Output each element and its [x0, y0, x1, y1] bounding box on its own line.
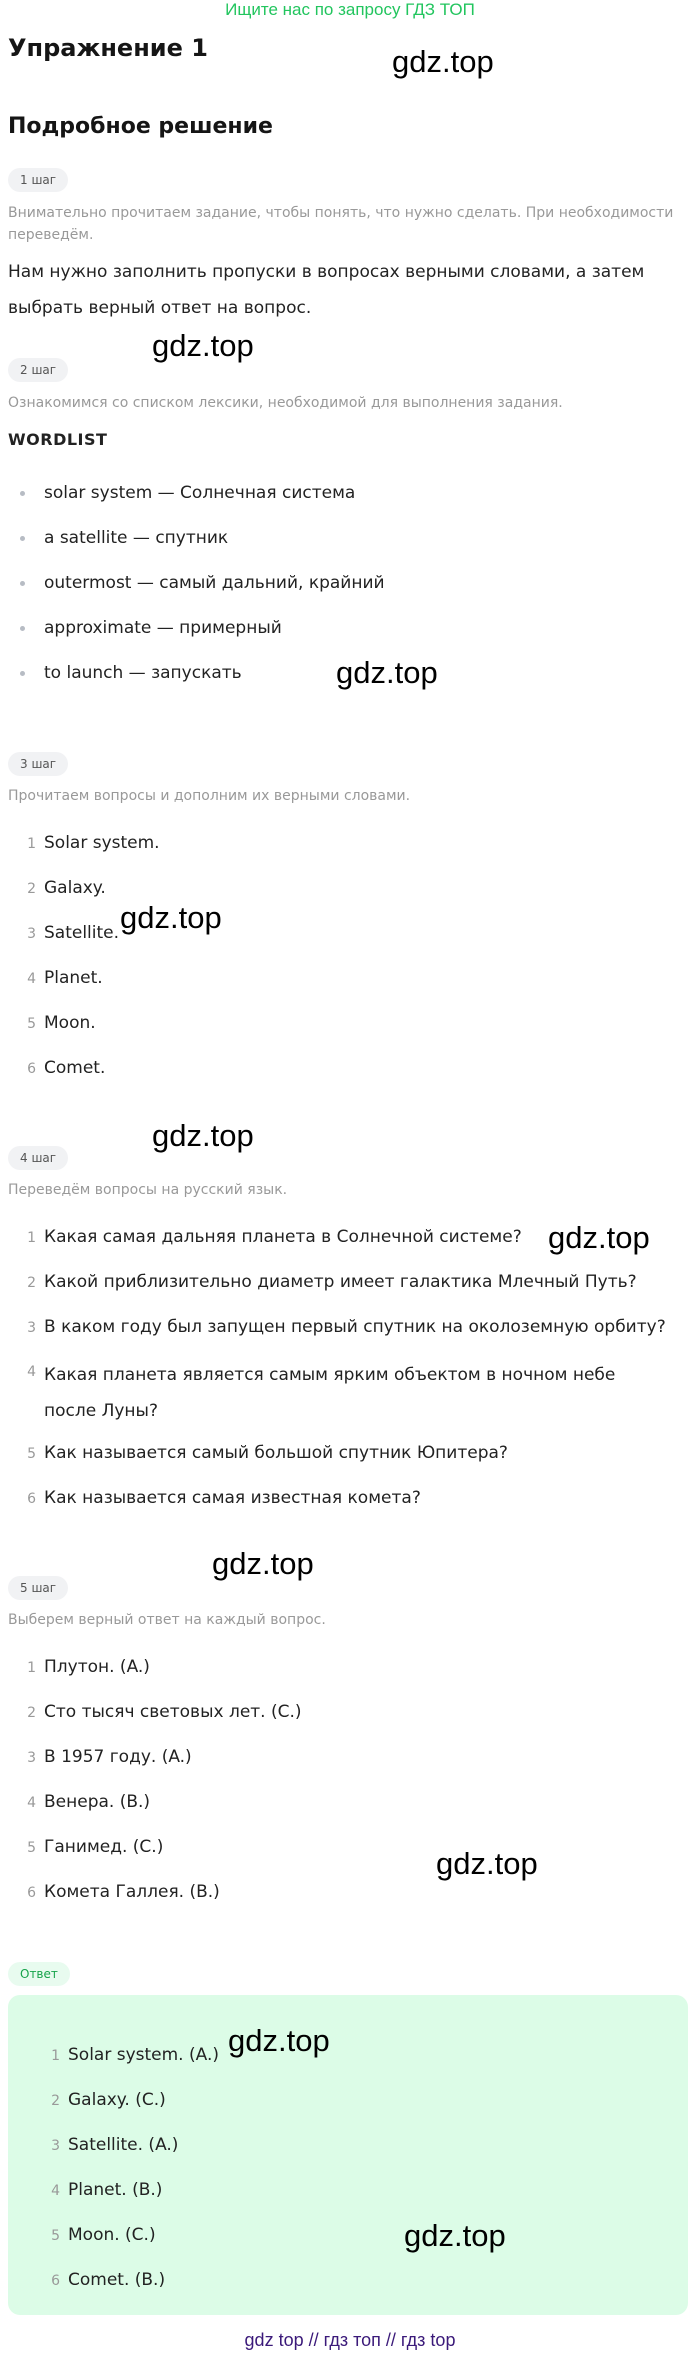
step-note: Внимательно прочитаем задание, чтобы понять, что нужно сделать. При необходимости переведём. — [8, 205, 674, 243]
list-item: 2 Сто тысяч световых лет. (C.) — [27, 1702, 302, 1722]
step-badge: 1 шаг — [8, 168, 68, 192]
list-item: solar system — Солнечная система — [20, 478, 355, 508]
list-item: approximate — примерный — [20, 613, 282, 643]
watermark: gdz.top — [336, 655, 438, 690]
list-item: 1 Solar system. — [27, 833, 160, 853]
watermark: gdz.top — [152, 1118, 254, 1153]
watermark: gdz.top — [212, 1546, 314, 1581]
step-badge: 4 шаг — [8, 1146, 68, 1170]
list-item: 4 Planet. — [27, 968, 103, 988]
list-item: to launch — запускать — [20, 658, 242, 688]
step-note: Переведём вопросы на русский язык. — [8, 1182, 288, 1198]
watermark: gdz.top — [404, 2218, 506, 2253]
list-item: 4 Planet. (B.) — [51, 2180, 163, 2200]
watermark: gdz.top — [392, 44, 494, 79]
list-item: 5 Как называется самый большой спутник Юпитера? — [27, 1443, 508, 1463]
list-item: 2 Galaxy. — [27, 878, 106, 898]
list-item: 5 Moon. — [27, 1013, 96, 1033]
section-title: Подробное решение — [8, 114, 273, 139]
watermark: gdz.top — [120, 900, 222, 935]
list-item: 3 В каком году был запущен первый спутник на околоземную орбиту? — [27, 1317, 666, 1337]
watermark: gdz.top — [152, 328, 254, 363]
bullet-icon — [20, 581, 25, 586]
list-item: 5 Ганимед. (C.) — [27, 1837, 164, 1857]
list-item: 3 В 1957 году. (A.) — [27, 1747, 192, 1767]
wordlist-title: WORDLIST — [8, 430, 108, 449]
list-item: 2 Какой приблизительно диаметр имеет галактика Млечный Путь? — [27, 1272, 637, 1292]
page-title: Упражнение 1 — [8, 34, 208, 62]
list-item: 4 Венера. (B.) — [27, 1792, 151, 1812]
list-item: 6 Как называется самая известная комета? — [27, 1488, 421, 1508]
watermark: gdz.top — [228, 2023, 330, 2058]
list-item: 2 Galaxy. (C.) — [51, 2090, 166, 2110]
step-note: Прочитаем вопросы и дополним их верными словами. — [8, 788, 411, 804]
step-note: Выберем верный ответ на каждый вопрос. — [8, 1612, 326, 1628]
list-item: 3 Satellite. (A.) — [51, 2135, 179, 2155]
step-badge: 5 шаг — [8, 1576, 68, 1600]
list-item: 6 Комета Галлея. (B.) — [27, 1882, 220, 1902]
list-item: 1 Solar system. (A.) — [51, 2045, 219, 2065]
list-item: 3 Satellite. — [27, 923, 120, 943]
answer-badge: Ответ — [8, 1962, 70, 1986]
list-item: 1 Плутон. (A.) — [27, 1657, 150, 1677]
list-item: 1 Какая самая дальняя планета в Солнечной системе? — [27, 1227, 522, 1247]
bullet-icon — [20, 626, 25, 631]
list-item: a satellite — спутник — [20, 523, 228, 553]
bullet-icon — [20, 491, 25, 496]
bullet-icon — [20, 671, 25, 676]
list-item: 6 Comet. — [27, 1058, 106, 1078]
step-badge: 2 шаг — [8, 358, 68, 382]
watermark: gdz.top — [436, 1846, 538, 1881]
list-item: 6 Comet. (B.) — [51, 2270, 166, 2290]
list-item: 5 Moon. (C.) — [51, 2225, 156, 2245]
step-note: Ознакомимся со списком лексики, необходимой для выполнения задания. — [8, 395, 563, 411]
top-banner: Ищите нас по запросу ГДЗ ТОП — [225, 0, 475, 19]
bullet-icon — [20, 536, 25, 541]
watermark: gdz.top — [548, 1220, 650, 1255]
list-item: 4 Какая планета является самым ярким объектом в ночном небе после Луны? — [27, 1364, 616, 1421]
step-badge: 3 шаг — [8, 752, 68, 776]
step-text: Нам нужно заполнить пропуски в вопросах верными словами, а затем выбрать верный ответ на вопрос. — [8, 262, 645, 318]
list-item: outermost — самый дальний, крайний — [20, 568, 385, 598]
footer-links[interactable]: gdz top // гдз топ // гдз top — [244, 2330, 456, 2350]
